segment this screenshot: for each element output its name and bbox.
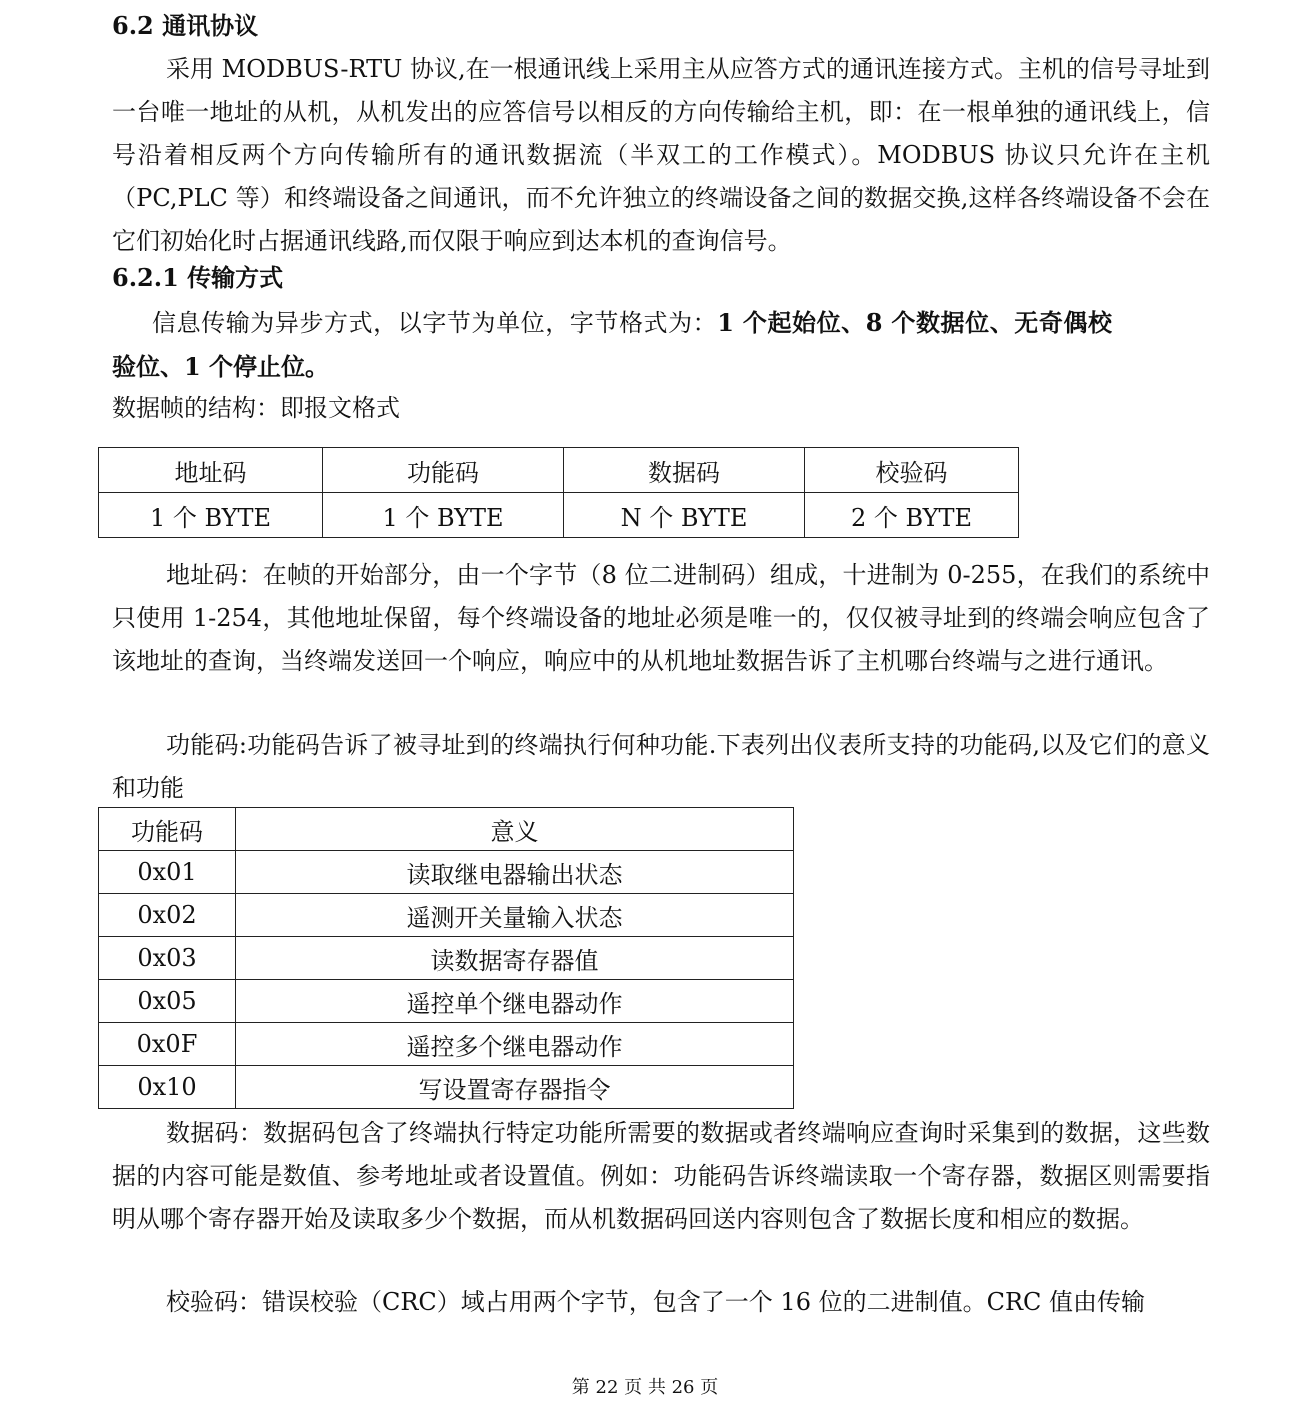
- frame-caption: 数据帧的结构：即报文格式: [112, 394, 400, 422]
- table-cell: 1 个 BYTE: [323, 493, 564, 538]
- transfer-text: 信息传输为异步方式，以字节为单位，字节格式为：: [152, 309, 718, 337]
- section-title: 6.2 通讯协议: [112, 11, 259, 40]
- function-code-table: [98, 807, 794, 1109]
- address-paragraph: 地址码：在帧的开始部分，由一个字节（8 位二进制码）组成，十进制为 0-255，在我们的系统中只使用 1-254，其他地址保留，每个终端设备的地址必须是唯一的，仅仅被寻址到的终端会响应包含了该地址的查询，当终端发送回一个响应，响应中的从机地址数据告诉了主机哪台终端与之进行通讯。: [112, 561, 1210, 675]
- table-cell: 0x05: [99, 980, 236, 1023]
- table-row: [99, 894, 794, 937]
- table-row: [99, 1023, 794, 1066]
- table-header-cell: 功能码: [99, 808, 236, 851]
- table-cell: 读取继电器输出状态: [236, 851, 794, 894]
- transfer-paragraph: [112, 301, 1112, 389]
- table-cell: 遥测开关量输入状态: [236, 894, 794, 937]
- table-cell: 0x03: [99, 937, 236, 980]
- table-row: [99, 493, 1019, 538]
- table-row: [99, 980, 794, 1023]
- table-cell: N 个 BYTE: [564, 493, 805, 538]
- table-cell: 读数据寄存器值: [236, 937, 794, 980]
- table-header-row: [99, 448, 1019, 493]
- subsection-title: 6.2.1 传输方式: [112, 263, 284, 292]
- table-cell: 写设置寄存器指令: [236, 1066, 794, 1109]
- table-row: [99, 1066, 794, 1109]
- intro-paragraph: 采用 MODBUS-RTU 协议,在一根通讯线上采用主从应答方式的通讯连接方式。主机的信号寻址到一台唯一地址的从机，从机发出的应答信号以相反的方向传输给主机，即：在一根单独的通讯线上，信号沿着相反两个方向传输所有的通讯数据流（半双工的工作模式）。MODBUS 协议只允许在主机（PC,PLC 等）和终端设备之间通讯，而不允许独立的终端设备之间的数据交换,这样各终端设备不会在它们初始化时占据通讯线路,而仅限于响应到达本机的查询信号。: [112, 55, 1210, 255]
- function-paragraph: 功能码:功能码告诉了被寻址到的终端执行何种功能.下表列出仪表所支持的功能码,以及它们的意义和功能: [112, 731, 1210, 802]
- table-cell: 0x02: [99, 894, 236, 937]
- table-header-cell: 功能码: [323, 448, 564, 493]
- table-header-cell: 意义: [236, 808, 794, 851]
- table-header-cell: 数据码: [564, 448, 805, 493]
- table-header-cell: 地址码: [99, 448, 323, 493]
- data-paragraph: 数据码：数据码包含了终端执行特定功能所需要的数据或者终端响应查询时采集到的数据，这些数据的内容可能是数值、参考地址或者设置值。例如：功能码告诉终端读取一个寄存器，数据区则需要指明从哪个寄存器开始及读取多少个数据，而从机数据码回送内容则包含了数据长度和相应的数据。: [112, 1119, 1210, 1233]
- table-cell: 0x10: [99, 1066, 236, 1109]
- table-cell: 2 个 BYTE: [805, 493, 1019, 538]
- page-footer: 第 22 页 共 26 页: [571, 1377, 719, 1398]
- table-cell: 遥控单个继电器动作: [236, 980, 794, 1023]
- table-cell: 0x01: [99, 851, 236, 894]
- frame-structure-table: [98, 447, 1019, 538]
- table-cell: 1 个 BYTE: [99, 493, 323, 538]
- table-cell: 遥控多个继电器动作: [236, 1023, 794, 1066]
- table-cell: 0x0F: [99, 1023, 236, 1066]
- table-header-cell: 校验码: [805, 448, 1019, 493]
- table-header-row: [99, 808, 794, 851]
- transfer-format: 1 个起始位、8 个数据位、无奇偶校验位、1 个停止位。: [112, 308, 1112, 381]
- crc-paragraph: 校验码：错误校验（CRC）域占用两个字节，包含了一个 16 位的二进制值。CRC 值由传输: [166, 1288, 1146, 1316]
- table-row: [99, 851, 794, 894]
- table-row: [99, 937, 794, 980]
